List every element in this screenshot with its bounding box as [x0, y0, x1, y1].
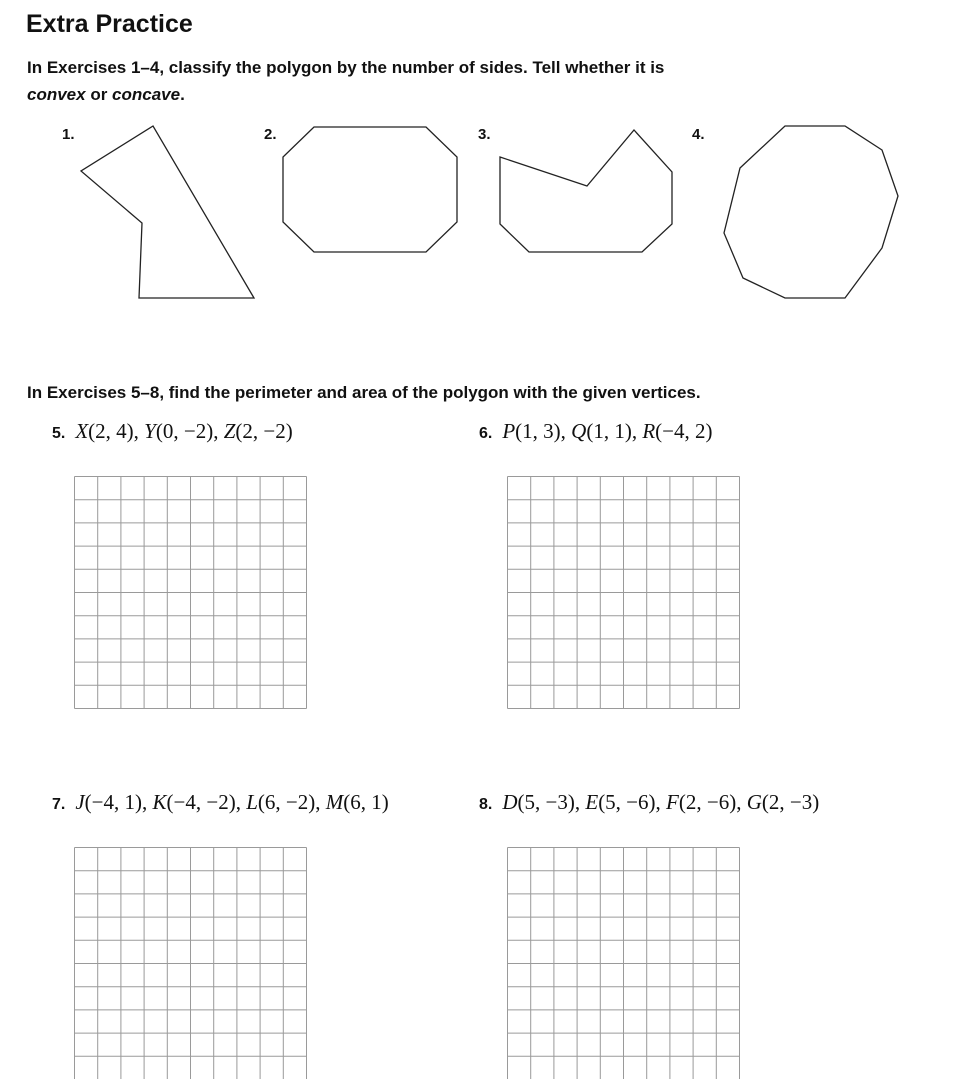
vertex-label: F — [666, 790, 679, 814]
page-title: Extra Practice — [26, 10, 193, 38]
vertex-label: Y — [144, 419, 156, 443]
vertex-label: D — [502, 790, 518, 814]
polygon-exercise-1 — [81, 126, 254, 298]
vertex-coords: (−4, 2) — [655, 419, 713, 443]
exercise-7-vertices: 7. J(−4, 1), K(−4, −2), L(6, −2), M(6, 1) — [52, 790, 389, 814]
polygon-exercise-2 — [283, 127, 457, 252]
exercise-1-number: 1. — [62, 126, 75, 143]
vertex-coords: (0, −2) — [155, 419, 214, 443]
vertex-label: X — [75, 419, 89, 443]
vertex-label: G — [746, 790, 762, 814]
vertex-coords: (2, −3) — [761, 790, 820, 814]
vertex-coords: (2, 4) — [88, 419, 134, 443]
graph-grid-exercise-7[interactable] — [74, 847, 306, 1079]
instruction-section-2: In Exercises 5–8, find the perimeter and area of the polygon with the given vertices. — [27, 383, 701, 402]
instruction-line-1: In Exercises 1–4, classify the polygon by the number of sides. Tell whether it is — [27, 58, 665, 77]
vertex-coords: (−4, −2) — [166, 790, 236, 814]
exercise-2-number: 2. — [264, 126, 277, 143]
vertex-label: K — [152, 790, 167, 814]
vertex-label: Z — [223, 419, 236, 443]
exercise-8-number: 8. — [479, 796, 493, 813]
graph-grid-exercise-5[interactable] — [74, 476, 306, 708]
vertex-label: R — [642, 419, 656, 443]
exercise-5-vertices: 5. X(2, 4), Y(0, −2), Z(2, −2) — [52, 419, 293, 443]
exercise-8-vertices: 8. D(5, −3), E(5, −6), F(2, −6), G(2, −3) — [479, 790, 820, 814]
vertex-coords: (1, 1) — [586, 419, 632, 443]
vertex-coords: (5, −3) — [517, 790, 575, 814]
graph-grid-exercise-6[interactable] — [507, 476, 739, 708]
exercise-6-number: 6. — [479, 425, 493, 442]
vertex-coords: (6, −2) — [257, 790, 316, 814]
polygon-exercise-3 — [500, 130, 672, 252]
vertex-label: E — [585, 790, 599, 814]
exercise-4-number: 4. — [692, 126, 705, 143]
vertex-label: J — [75, 790, 85, 814]
vertex-coords: (6, 1) — [343, 790, 389, 814]
vertex-label: M — [325, 790, 344, 814]
vertex-coords: (1, 3) — [515, 419, 561, 443]
instruction-period: . — [180, 85, 185, 104]
polygon-exercise-4 — [724, 126, 898, 298]
exercise-7-number: 7. — [52, 796, 66, 813]
vertex-coords: (5, −6) — [598, 790, 656, 814]
vertex-label: L — [246, 790, 258, 814]
exercise-5-number: 5. — [52, 425, 66, 442]
graph-grid-exercise-8[interactable] — [507, 847, 739, 1079]
vertex-coords: (2, −2) — [235, 419, 293, 443]
instruction-convex: convex — [27, 85, 86, 104]
vertex-coords: (−4, 1) — [84, 790, 143, 814]
exercise-3-number: 3. — [478, 126, 491, 143]
polygons-figure — [0, 0, 975, 340]
instruction-or: or — [85, 85, 113, 104]
vertex-label: Q — [571, 419, 587, 443]
vertex-coords: (2, −6) — [678, 790, 737, 814]
exercise-6-vertices: 6. P(1, 3), Q(1, 1), R(−4, 2) — [479, 419, 713, 443]
vertex-label: P — [502, 419, 516, 443]
instruction-concave: concave — [112, 85, 181, 104]
